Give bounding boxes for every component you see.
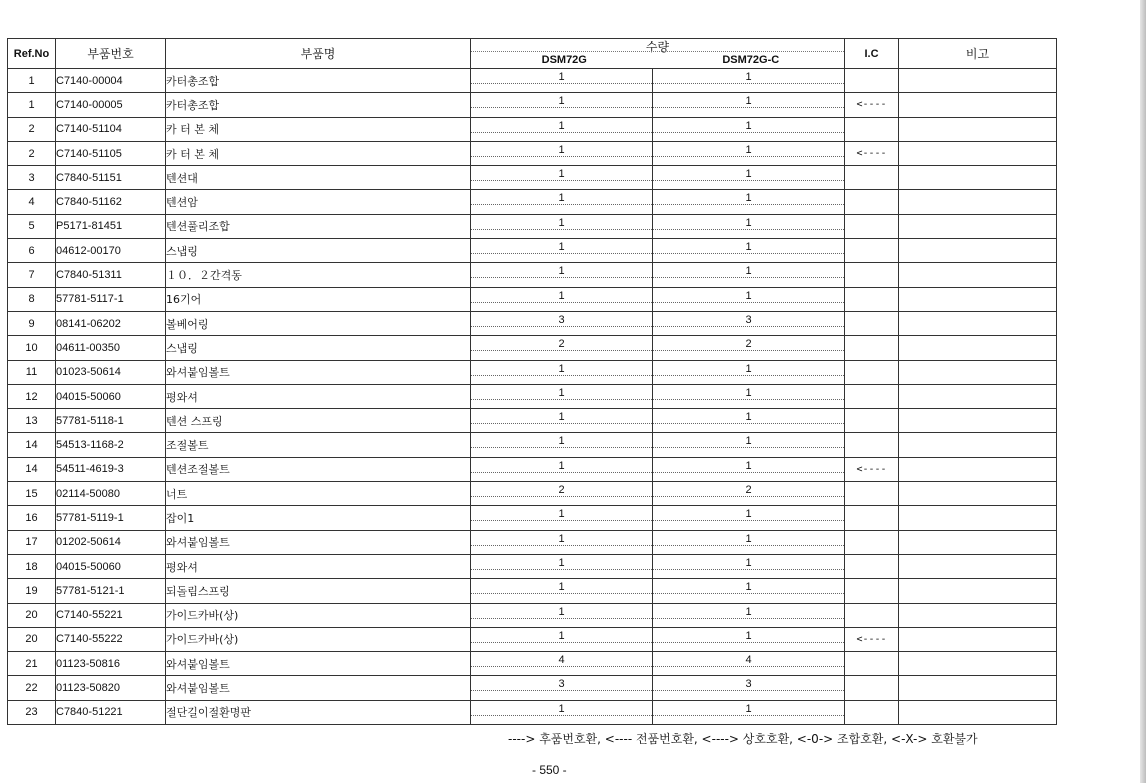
qty-dsm72g-c-cell [653,311,845,335]
remarks-cell [899,457,1057,481]
remarks-cell [899,506,1057,530]
qty-dsm72g-c-cell [653,530,845,554]
ref-cell: 13 [8,409,56,433]
qty-dsm72g-cell-value: 1 [471,166,652,181]
remarks-cell [899,360,1057,384]
ref-cell: 15 [8,482,56,506]
ref-cell: 4 [8,190,56,214]
part-number-cell: P5171-81451 [56,214,166,238]
part-number-cell: 04015-50060 [56,554,166,578]
qty-dsm72g-c-cell-value: 1 [653,288,844,303]
ref-cell: 5 [8,214,56,238]
qty-dsm72g-c-cell [653,93,845,117]
interchange-cell [845,190,899,214]
part-number-cell: 57781-5118-1 [56,409,166,433]
part-name-cell: 평와셔 [166,554,471,578]
part-number-cell: C7840-51221 [56,700,166,724]
ref-cell: 11 [8,360,56,384]
qty-dsm72g-c-cell [653,190,845,214]
interchange-cell [845,384,899,408]
qty-dsm72g-c-cell-value: 1 [653,579,844,594]
interchange-cell: <---- [845,141,899,165]
qty-dsm72g-cell [471,603,653,627]
qty-dsm72g-c-cell-value: 2 [653,482,844,497]
qty-dsm72g-cell-value: 1 [471,555,652,570]
table-row [8,141,1057,165]
part-name-cell: 되돌림스프링 [166,579,471,603]
table-row [8,384,1057,408]
table-row [8,93,1057,117]
qty-dsm72g-c-cell-value: 1 [653,385,844,400]
interchange-cell [845,676,899,700]
table-row [8,311,1057,335]
qty-dsm72g-c-cell [653,676,845,700]
qty-dsm72g-c-cell [653,384,845,408]
ref-cell: 17 [8,530,56,554]
header-quantity [471,39,845,69]
part-name-cell: 와셔붙임볼트 [166,652,471,676]
interchange-cell [845,69,899,93]
part-number-cell: 57781-5117-1 [56,287,166,311]
qty-dsm72g-c-cell-value: 1 [653,215,844,230]
interchange-cell [845,214,899,238]
part-number-cell: C7140-55221 [56,603,166,627]
qty-dsm72g-cell-value: 3 [471,676,652,691]
part-name-cell: 와셔붙임볼트 [166,360,471,384]
interchange-cell [845,482,899,506]
interchange-cell [845,263,899,287]
qty-dsm72g-cell [471,166,653,190]
qty-dsm72g-cell-value: 1 [471,506,652,521]
qty-dsm72g-cell [471,506,653,530]
part-name-cell: 텐션풀리조합 [166,214,471,238]
qty-dsm72g-cell [471,263,653,287]
part-name-cell: 텐션조절볼트 [166,457,471,481]
table-row [8,287,1057,311]
part-name-cell: 평와셔 [166,384,471,408]
part-name-cell: 텐션암 [166,190,471,214]
table-row [8,554,1057,578]
table-header [8,39,1057,69]
qty-dsm72g-c-cell [653,482,845,506]
qty-dsm72g-cell-value: 1 [471,458,652,473]
qty-dsm72g-c-cell-value: 1 [653,118,844,133]
qty-dsm72g-cell-value: 1 [471,579,652,594]
interchange-cell [845,360,899,384]
qty-dsm72g-c-cell [653,603,845,627]
part-name-cell: 카 터 본 체 [166,117,471,141]
qty-dsm72g-cell-value: 1 [471,142,652,157]
qty-dsm72g-cell [471,311,653,335]
part-name-cell: 가이드카바(상) [166,603,471,627]
qty-dsm72g-cell-value: 1 [471,239,652,254]
interchange-legend: ----> 후품번호환, <---- 전품번호환, <----> 상호호환, <-0-> 조합호환, <-X-> 호환불가 [508,732,978,746]
ref-cell: 14 [8,457,56,481]
table-row [8,700,1057,724]
qty-dsm72g-c-cell [653,239,845,263]
remarks-cell [899,287,1057,311]
table-row [8,214,1057,238]
remarks-cell [899,554,1057,578]
qty-dsm72g-c-cell [653,141,845,165]
qty-dsm72g-cell [471,409,653,433]
qty-dsm72g-c-cell-value: 4 [653,652,844,667]
qty-dsm72g-c-cell-value: 1 [653,409,844,424]
qty-dsm72g-cell [471,482,653,506]
qty-dsm72g-c-cell-value: 1 [653,506,844,521]
remarks-cell [899,384,1057,408]
table-row [8,457,1057,481]
qty-dsm72g-cell [471,554,653,578]
ref-cell: 1 [8,93,56,117]
part-number-cell: 01123-50816 [56,652,166,676]
qty-dsm72g-c-cell-value: 1 [653,361,844,376]
interchange-cell [845,336,899,360]
table-row [8,409,1057,433]
interchange-cell [845,166,899,190]
interchange-cell [845,287,899,311]
interchange-cell [845,433,899,457]
qty-dsm72g-c-cell [653,409,845,433]
qty-dsm72g-c-cell-value: 2 [653,336,844,351]
qty-dsm72g-c-cell [653,506,845,530]
part-name-cell: 카터총조합 [166,93,471,117]
qty-dsm72g-c-cell-value: 3 [653,312,844,327]
qty-dsm72g-cell [471,214,653,238]
ref-cell: 3 [8,166,56,190]
qty-dsm72g-c-cell [653,336,845,360]
qty-dsm72g-cell [471,457,653,481]
qty-dsm72g-c-cell [653,263,845,287]
table-row [8,676,1057,700]
table-row [8,336,1057,360]
qty-dsm72g-c-cell [653,166,845,190]
parts-table-wrapper [7,38,1056,725]
ref-cell: 7 [8,263,56,287]
qty-dsm72g-c-cell-value: 1 [653,458,844,473]
interchange-cell [845,311,899,335]
interchange-cell: <---- [845,93,899,117]
part-number-cell: C7140-00004 [56,69,166,93]
header-ref: Ref.No [8,39,56,69]
remarks-cell [899,141,1057,165]
ref-cell: 23 [8,700,56,724]
part-name-cell: 16기어 [166,287,471,311]
qty-dsm72g-cell-value: 1 [471,409,652,424]
remarks-cell [899,263,1057,287]
part-number-cell: 08141-06202 [56,311,166,335]
qty-dsm72g-cell-value: 4 [471,652,652,667]
part-number-cell: 54511-4619-3 [56,457,166,481]
qty-dsm72g-cell [471,287,653,311]
qty-dsm72g-cell [471,93,653,117]
page-number: - 550 - [532,763,567,777]
part-number-cell: C7140-51104 [56,117,166,141]
qty-dsm72g-cell [471,239,653,263]
part-number-cell: 01023-50614 [56,360,166,384]
remarks-cell [899,239,1057,263]
table-row [8,190,1057,214]
part-name-cell: 스냅링 [166,336,471,360]
header-remarks: 비고 [899,39,1057,69]
part-name-cell: 가이드카바(상) [166,627,471,651]
interchange-cell [845,239,899,263]
qty-dsm72g-cell [471,627,653,651]
ref-cell: 2 [8,117,56,141]
part-name-cell: 절단길이절환명판 [166,700,471,724]
part-name-cell: 볼베어링 [166,311,471,335]
qty-dsm72g-c-cell-value: 1 [653,166,844,181]
qty-dsm72g-cell [471,384,653,408]
qty-dsm72g-c-cell-value: 1 [653,69,844,84]
table-row [8,627,1057,651]
remarks-cell [899,93,1057,117]
table-row [8,530,1057,554]
interchange-cell: <---- [845,457,899,481]
part-name-cell: 너트 [166,482,471,506]
remarks-cell [899,166,1057,190]
qty-dsm72g-cell [471,676,653,700]
interchange-cell [845,506,899,530]
qty-dsm72g-cell-value: 1 [471,628,652,643]
table-row [8,166,1057,190]
qty-dsm72g-c-cell [653,700,845,724]
remarks-cell [899,117,1057,141]
table-row [8,506,1057,530]
ref-cell: 10 [8,336,56,360]
qty-dsm72g-c-cell-value: 3 [653,676,844,691]
part-name-cell: １０．２간격동 [166,263,471,287]
header-model-dsm72g: DSM72G [541,54,587,66]
qty-dsm72g-cell-value: 1 [471,215,652,230]
qty-dsm72g-cell-value: 3 [471,312,652,327]
header-model-dsm72g-c: DSM72G-C [722,54,780,66]
qty-dsm72g-cell-value: 1 [471,93,652,108]
remarks-cell [899,579,1057,603]
remarks-cell [899,700,1057,724]
part-name-cell: 스냅링 [166,239,471,263]
table-row [8,579,1057,603]
part-number-cell: C7140-51105 [56,141,166,165]
qty-dsm72g-c-cell-value: 1 [653,555,844,570]
qty-dsm72g-cell-value: 1 [471,701,652,716]
qty-dsm72g-c-cell-value: 1 [653,628,844,643]
ref-cell: 22 [8,676,56,700]
qty-dsm72g-cell [471,579,653,603]
part-number-cell: 01202-50614 [56,530,166,554]
ref-cell: 18 [8,554,56,578]
remarks-cell [899,311,1057,335]
qty-dsm72g-c-cell-value: 1 [653,239,844,254]
ref-cell: 9 [8,311,56,335]
qty-dsm72g-cell-value: 1 [471,361,652,376]
remarks-cell [899,409,1057,433]
table-row [8,263,1057,287]
qty-dsm72g-c-cell-value: 1 [653,701,844,716]
part-name-cell: 텐션 스프링 [166,409,471,433]
table-row [8,117,1057,141]
header-quantity-models [471,51,844,66]
ref-cell: 20 [8,627,56,651]
qty-dsm72g-c-cell [653,360,845,384]
qty-dsm72g-cell-value: 1 [471,531,652,546]
part-name-cell: 와셔붙임볼트 [166,530,471,554]
qty-dsm72g-c-cell [653,554,845,578]
qty-dsm72g-c-cell [653,457,845,481]
qty-dsm72g-cell-value: 1 [471,433,652,448]
qty-dsm72g-cell [471,433,653,457]
qty-dsm72g-cell [471,69,653,93]
qty-dsm72g-c-cell-value: 1 [653,142,844,157]
interchange-cell [845,700,899,724]
qty-dsm72g-cell-value: 1 [471,263,652,278]
ref-cell: 12 [8,384,56,408]
qty-dsm72g-c-cell-value: 1 [653,93,844,108]
part-number-cell: 04612-00170 [56,239,166,263]
part-name-cell: 텐션대 [166,166,471,190]
qty-dsm72g-cell-value: 1 [471,604,652,619]
scan-edge-shadow [1140,0,1146,783]
remarks-cell [899,69,1057,93]
qty-dsm72g-cell [471,652,653,676]
qty-dsm72g-c-cell [653,214,845,238]
part-number-cell: 57781-5119-1 [56,506,166,530]
remarks-cell [899,214,1057,238]
interchange-cell [845,554,899,578]
interchange-cell: <---- [845,627,899,651]
part-number-cell: C7840-51151 [56,166,166,190]
qty-dsm72g-cell-value: 1 [471,288,652,303]
qty-dsm72g-c-cell-value: 1 [653,190,844,205]
part-number-cell: 04611-00350 [56,336,166,360]
remarks-cell [899,676,1057,700]
table-row [8,603,1057,627]
part-name-cell: 잡이1 [166,506,471,530]
qty-dsm72g-cell [471,700,653,724]
part-number-cell: 02114-50080 [56,482,166,506]
remarks-cell [899,433,1057,457]
table-row [8,482,1057,506]
header-ic: I.C [845,39,899,69]
qty-dsm72g-cell [471,190,653,214]
qty-dsm72g-cell [471,336,653,360]
table-row [8,652,1057,676]
qty-dsm72g-c-cell [653,287,845,311]
header-part-name: 부품명 [166,39,471,69]
part-number-cell: 54513-1168-2 [56,433,166,457]
qty-dsm72g-c-cell-value: 1 [653,433,844,448]
part-number-cell: C7840-51162 [56,190,166,214]
interchange-cell [845,117,899,141]
qty-dsm72g-cell-value: 2 [471,482,652,497]
ref-cell: 21 [8,652,56,676]
qty-dsm72g-cell-value: 1 [471,69,652,84]
interchange-cell [845,603,899,627]
qty-dsm72g-cell [471,530,653,554]
remarks-cell [899,336,1057,360]
table-row [8,360,1057,384]
ref-cell: 1 [8,69,56,93]
qty-dsm72g-c-cell-value: 1 [653,531,844,546]
part-number-cell: C7140-00005 [56,93,166,117]
part-name-cell: 카터총조합 [166,69,471,93]
remarks-cell [899,530,1057,554]
remarks-cell [899,482,1057,506]
qty-dsm72g-c-cell [653,627,845,651]
qty-dsm72g-cell [471,360,653,384]
part-number-cell: 01123-50820 [56,676,166,700]
header-part-no: 부품번호 [56,39,166,69]
ref-cell: 14 [8,433,56,457]
table-row [8,433,1057,457]
qty-dsm72g-c-cell-value: 1 [653,263,844,278]
qty-dsm72g-c-cell [653,579,845,603]
part-number-cell: 57781-5121-1 [56,579,166,603]
qty-dsm72g-cell-value: 1 [471,118,652,133]
part-name-cell: 조절볼트 [166,433,471,457]
part-name-cell: 와셔붙임볼트 [166,676,471,700]
qty-dsm72g-cell [471,141,653,165]
remarks-cell [899,190,1057,214]
interchange-cell [845,530,899,554]
part-name-cell: 카 터 본 체 [166,141,471,165]
interchange-cell [845,652,899,676]
ref-cell: 20 [8,603,56,627]
parts-table [7,38,1057,725]
interchange-cell [845,409,899,433]
ref-cell: 16 [8,506,56,530]
table-body [8,69,1057,725]
qty-dsm72g-c-cell [653,117,845,141]
ref-cell: 6 [8,239,56,263]
table-row [8,239,1057,263]
remarks-cell [899,627,1057,651]
qty-dsm72g-cell [471,117,653,141]
part-number-cell: C7140-55222 [56,627,166,651]
interchange-cell [845,579,899,603]
ref-cell: 19 [8,579,56,603]
remarks-cell [899,603,1057,627]
qty-dsm72g-cell-value: 1 [471,190,652,205]
table-row [8,69,1057,93]
qty-dsm72g-cell-value: 2 [471,336,652,351]
qty-dsm72g-c-cell [653,652,845,676]
part-number-cell: C7840-51311 [56,263,166,287]
remarks-cell [899,652,1057,676]
ref-cell: 8 [8,287,56,311]
part-number-cell: 04015-50060 [56,384,166,408]
qty-dsm72g-c-cell-value: 1 [653,604,844,619]
qty-dsm72g-c-cell [653,433,845,457]
qty-dsm72g-cell-value: 1 [471,385,652,400]
ref-cell: 2 [8,141,56,165]
header-quantity-title: 수량 [645,40,670,54]
qty-dsm72g-c-cell [653,69,845,93]
